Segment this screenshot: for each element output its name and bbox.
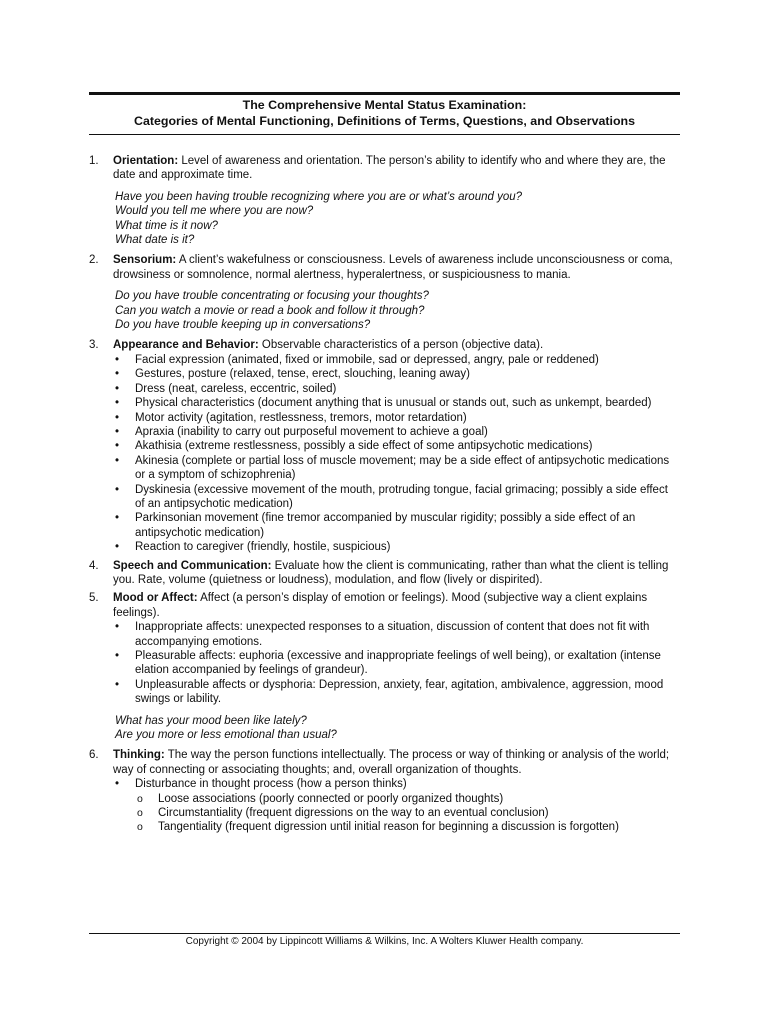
bullet-list (113, 620, 680, 706)
document-title: The Comprehensive Mental Status Examination: (242, 98, 527, 112)
section-item (89, 253, 680, 332)
bullet-item (113, 454, 680, 483)
sub-bullet-item: o Tangentiality (frequent digression until initial reason for beginning a discussion is forgotten) (135, 820, 680, 834)
section-definition (113, 338, 680, 352)
bullet-text: Reaction to caregiver (friendly, hostile, suspicious) (135, 541, 391, 554)
section-text: Level of awareness and orientation. The person’s ability to identify who and where they are, the date and approximate time. (113, 155, 666, 182)
section-number: 1. (89, 155, 99, 167)
question-line: What time is it now? (115, 219, 218, 232)
bullet-text: Apraxia (inability to carry out purposeful movement to achieve a goal) (135, 425, 488, 438)
title-rule (89, 134, 680, 135)
top-rule (89, 92, 680, 95)
bullet-text: Physical characteristics (document anything that is unusual or stands out, such as unkempt, bearded) (135, 397, 652, 410)
section-item (89, 154, 680, 247)
document-title-block (89, 97, 680, 129)
section-body (113, 154, 680, 247)
bullet-item (113, 777, 680, 835)
document-subtitle: Categories of Mental Functioning, Definitions of Terms, Questions, and Observations (134, 114, 635, 128)
question-line: Do you have trouble concentrating or focusing your thoughts? (115, 290, 429, 303)
section-definition (113, 591, 680, 620)
question-line: Have you been having trouble recognizing where you are or what’s around you? (115, 190, 523, 203)
section-body (113, 338, 680, 554)
bullet-item (113, 367, 680, 381)
section-number: 6. (89, 749, 99, 762)
bullet-text: Facial expression (animated, fixed or immobile, sad or depressed, angry, pale or reddened) (135, 353, 599, 366)
section-body (113, 559, 680, 588)
footer-rule (89, 933, 680, 934)
bullet-list (113, 353, 680, 555)
section-item (89, 338, 680, 554)
section-heading: Orientation: (113, 155, 179, 167)
section-number: 5. (89, 592, 99, 605)
section-heading: Thinking: (113, 749, 165, 762)
section-heading: Appearance and Behavior: (113, 339, 259, 352)
bullet-item (113, 649, 680, 678)
section-number: 3. (89, 339, 99, 352)
sub-bullet-list (135, 792, 680, 835)
section-text: A client’s wakefulness or consciousness. Levels of awareness include unconsciousness or coma, drowsiness or somnolence, normal alertness, hyperalertness, or suspiciousness to mania. (113, 254, 673, 281)
section-body (113, 748, 680, 834)
section-definition (113, 253, 680, 282)
question-line: What has your mood been like lately? (115, 714, 307, 727)
section-heading: Mood or Affect: (113, 592, 198, 605)
bullet-item (113, 353, 680, 367)
bullet-text: Dress (neat, careless, eccentric, soiled) (135, 382, 337, 395)
interview-questions (115, 714, 680, 743)
bullet-text: Inappropriate affects: unexpected responses to a situation, discussion of content that does not fit with accompanying emotions. (135, 621, 650, 648)
section-item (89, 559, 680, 588)
bullet-item (113, 425, 680, 439)
section-heading: Sensorium: (113, 254, 177, 267)
bullet-text: Dyskinesia (excessive movement of the mouth, protruding tongue, facial grimacing; possibly a side effect of an antipsychotic medication) (135, 483, 668, 510)
interview-questions (115, 190, 680, 248)
question-line: Would you tell me where you are now? (115, 205, 314, 218)
section-item (89, 748, 680, 834)
bullet-text: Pleasurable affects: euphoria (excessive and inappropriate feelings of well being), or exaltation (intense elation accompanied by feelings of grandeur). (135, 650, 661, 677)
question-line: Can you watch a movie or read a book and follow it through? (115, 304, 425, 317)
document-body (89, 154, 680, 839)
question-line: What date is it? (115, 234, 195, 247)
question-line: Are you more or less emotional than usual? (115, 729, 337, 742)
interview-questions (115, 289, 680, 332)
section-text: Affect (a person’s display of emotion or feelings). Mood (subjective way a client explains feelings). (113, 592, 648, 619)
section-text: Observable characteristics of a person (objective data). (258, 339, 544, 352)
section-body (113, 253, 680, 332)
bullet-item (113, 382, 680, 396)
section-body (113, 591, 680, 742)
bullet-item (113, 439, 680, 453)
bullet-text: Parkinsonian movement (fine tremor accompanied by muscular rigidity; possibly a side effect of an antipsychotic medication) (135, 512, 636, 539)
bullet-item (113, 678, 680, 707)
bullet-list (113, 777, 680, 835)
bullet-item (113, 483, 680, 512)
section-item (89, 591, 680, 742)
section-definition (113, 559, 680, 588)
section-definition (113, 748, 680, 777)
section-number: 4. (89, 559, 99, 572)
bullet-item (113, 511, 680, 540)
section-text: The way the person functions intellectually. The process or way of thinking or analysis of the world; way of connecting or associating thoughts; and, overall organization of thoughts. (113, 749, 670, 776)
question-line: Do you have trouble keeping up in conversations? (115, 319, 371, 332)
bullet-item (113, 396, 680, 410)
section-text: Evaluate how the client is communicating, rather than what the client is telling you. Rate, volume (quietness or loudness), modulation, and flow (lively or dispirited). (113, 559, 669, 586)
bullet-text: Motor activity (agitation, restlessness, tremors, motor retardation) (135, 411, 467, 424)
bullet-item (113, 411, 680, 425)
bullet-item (113, 540, 680, 554)
section-definition (113, 154, 680, 183)
bullet-item (113, 620, 680, 649)
bullet-text: Gestures, posture (relaxed, tense, erect, slouching, leaning away) (135, 368, 470, 381)
sub-bullet-item: o Loose associations (poorly connected or poorly organized thoughts) (135, 792, 680, 806)
copyright-footer: Copyright © 2004 by Lippincott Williams & Wilkins, Inc. A Wolters Kluwer Health company. (185, 936, 584, 947)
section-heading: Speech and Communication: (113, 559, 272, 572)
section-number: 2. (89, 254, 99, 267)
bullet-text: Unpleasurable affects or dysphoria: Depression, anxiety, fear, agitation, ambivalence, aggression, mood swings or lability. (135, 678, 664, 706)
bullet-text: Disturbance in thought process (how a person thinks) (135, 778, 407, 791)
bullet-text: Akinesia (complete or partial loss of muscle movement; may be a side effect of antipsychotic medications or a symptom of schizophrenia) (135, 454, 670, 482)
bullet-text: Akathisia (extreme restlessness, possibly a side effect of some antipsychotic medications) (135, 440, 593, 453)
sub-bullet-item: o Circumstantiality (frequent digressions on the way to an eventual conclusion) (135, 806, 680, 820)
